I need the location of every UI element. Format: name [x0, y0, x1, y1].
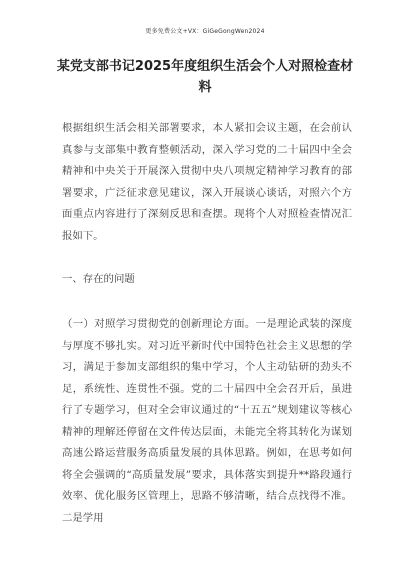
paragraph-one: （一）对照学习贯彻党的创新理论方面。一是理论武装的深度与厚度不够扎实。对习近平新时代中国特色社会主义思想的学习，满足于参加支部组织的集中学习，个人主动钻研的劲头不足，系统性、连贯性不强。党的二十届四中全会召开后，虽进行了专题学习，但对全会审议通过的“十五五”规划建议等核心精神的理解还停留在文件传达层面，未能完全将其转化为谋划高速公路运营服务高质量发展的具体思路。例如，在思考如何将全会强调的“高质量发展”要求，具体落实到提升**路段通行效率、优化服务区管理上，思路不够清晰，结合点找得不准。二是学用 — [62, 318, 352, 524]
section-heading: 一、存在的问题 — [62, 273, 135, 285]
header-note: 更多免费公文+VX：GiGeGongWen2024 — [145, 28, 265, 35]
intro-paragraph: 根据组织生活会相关部署要求，本人紧扣会议主题，在会前认真参与支部集中教育整顿活动，深入学习党的二十届四中全会精神和中央关于开展深入贯彻中央八项规定精神学习教育的部署要求，广泛征求意见建议，深入开展谈心谈话，对照六个方面重点内容进行了深刻反思和查摆。现将个人对照检查情况汇报如下。 — [62, 122, 352, 242]
document-title: 某党支部书记2025年度组织生活会个人对照检查材料 — [56, 59, 354, 95]
